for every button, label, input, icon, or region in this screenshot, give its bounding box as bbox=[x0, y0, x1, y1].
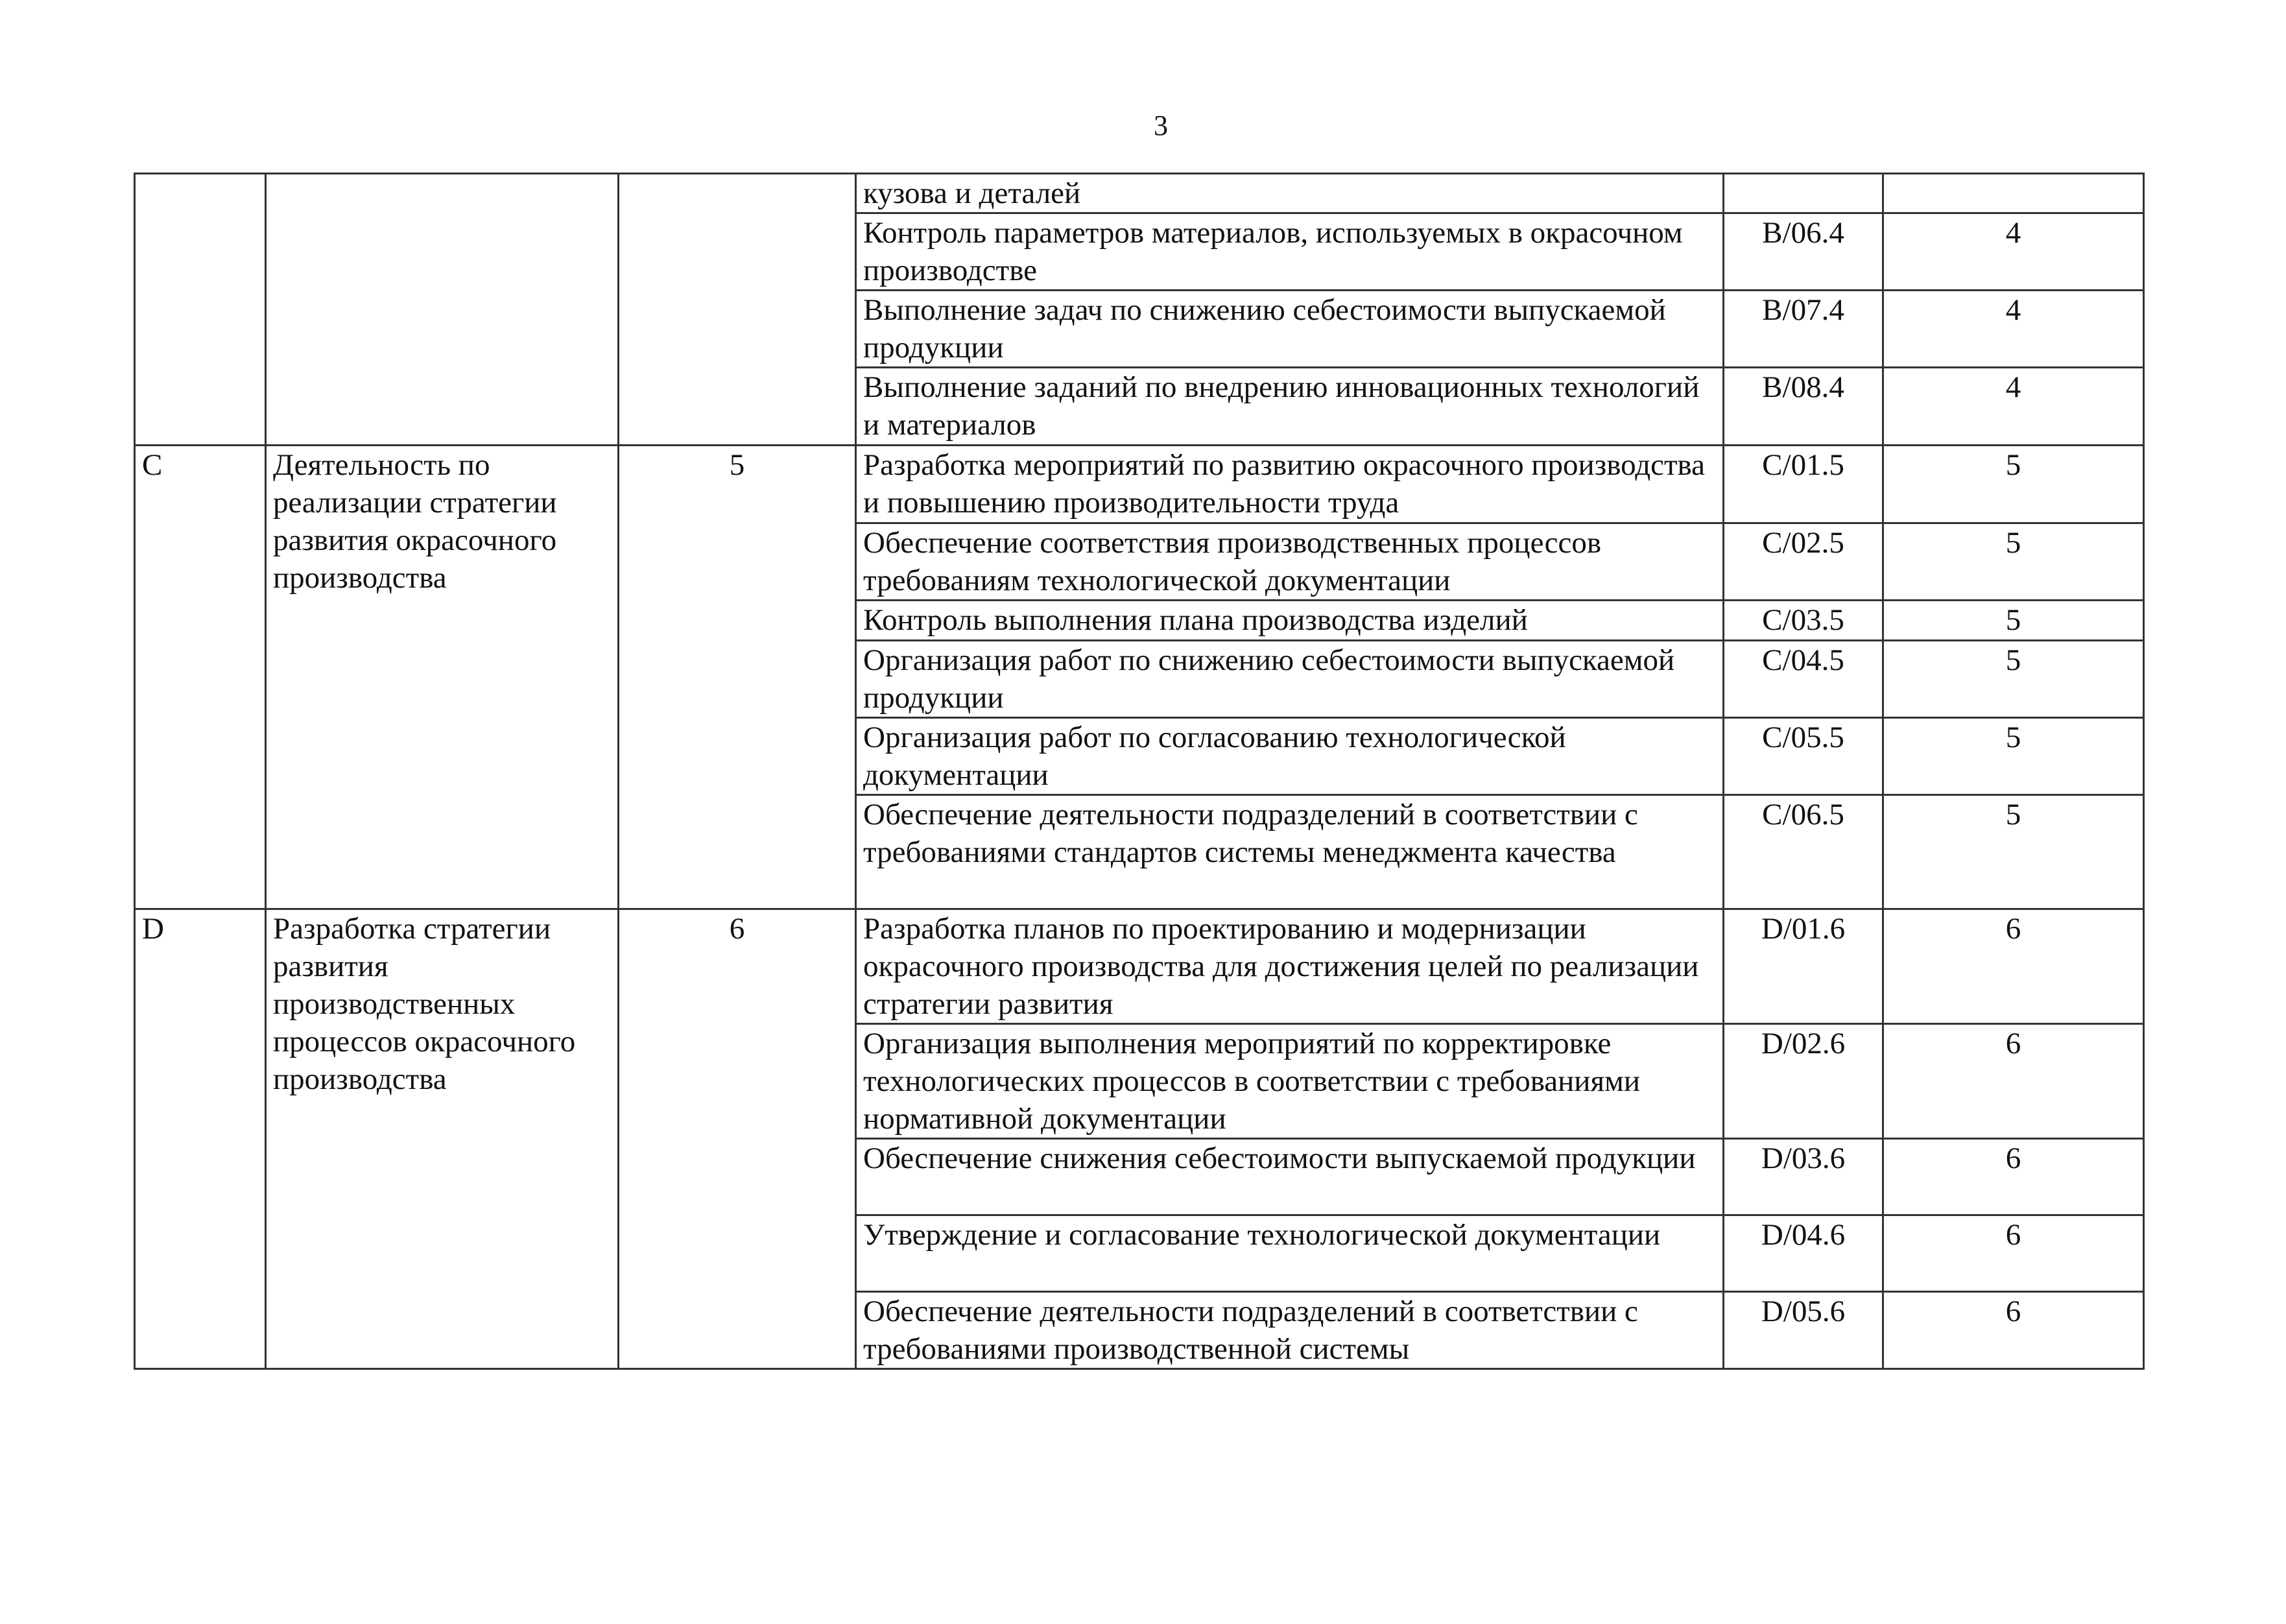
labor-function-code: C/02.5 bbox=[1724, 523, 1883, 601]
labor-function-code: C/06.5 bbox=[1724, 795, 1883, 909]
labor-function-code: D/03.6 bbox=[1724, 1139, 1883, 1215]
labor-function-level: 5 bbox=[1883, 641, 2144, 718]
labor-function-level: 4 bbox=[1883, 213, 2144, 291]
labor-function-code: D/02.6 bbox=[1724, 1024, 1883, 1139]
generalized-function-name: Разработка стратегии развития производственных процессов окрасочного производства bbox=[266, 909, 619, 1369]
labor-function-code: D/05.6 bbox=[1724, 1292, 1883, 1369]
labor-function-name: Обеспечение деятельности подразделений в соответствии с требованиями производственной системы bbox=[856, 1292, 1724, 1369]
generalized-function-code bbox=[135, 174, 266, 446]
labor-function-level: 6 bbox=[1883, 909, 2144, 1024]
table-row bbox=[135, 446, 2144, 523]
labor-function-name: Разработка мероприятий по развитию окрасочного производства и повышению производительности труда bbox=[856, 446, 1724, 523]
labor-function-code: B/06.4 bbox=[1724, 213, 1883, 291]
generalized-function-code: C bbox=[135, 446, 266, 909]
labor-function-code: D/04.6 bbox=[1724, 1215, 1883, 1292]
labor-function-name: Обеспечение снижения себестоимости выпускаемой продукции bbox=[856, 1139, 1724, 1215]
table-row bbox=[135, 174, 2144, 213]
qualification-level: 5 bbox=[619, 446, 856, 909]
labor-function-level: 6 bbox=[1883, 1292, 2144, 1369]
labor-function-level: 6 bbox=[1883, 1139, 2144, 1215]
qualification-level: 6 bbox=[619, 909, 856, 1369]
labor-function-level: 5 bbox=[1883, 601, 2144, 641]
labor-functions-table bbox=[134, 173, 2145, 1370]
labor-function-level: 4 bbox=[1883, 368, 2144, 446]
labor-function-code: B/07.4 bbox=[1724, 291, 1883, 368]
labor-function-level: 5 bbox=[1883, 718, 2144, 795]
page-number: 3 bbox=[1154, 110, 1168, 141]
labor-function-level: 5 bbox=[1883, 446, 2144, 523]
generalized-function-code: D bbox=[135, 909, 266, 1369]
labor-function-name: Разработка планов по проектированию и модернизации окрасочного производства для достижения целей по реализации стратегии развития bbox=[856, 909, 1724, 1024]
labor-function-name: Контроль параметров материалов, используемых в окрасочном производстве bbox=[856, 213, 1724, 291]
labor-function-name: Выполнение задач по снижению себестоимости выпускаемой продукции bbox=[856, 291, 1724, 368]
labor-function-name: Выполнение заданий по внедрению инновационных технологий и материалов bbox=[856, 368, 1724, 446]
labor-function-level: 4 bbox=[1883, 291, 2144, 368]
labor-function-name: Организация выполнения мероприятий по корректировке технологических процессов в соответствии с требованиями нормативной документации bbox=[856, 1024, 1724, 1139]
labor-function-name: Утверждение и согласование технологической документации bbox=[856, 1215, 1724, 1292]
labor-function-code: C/01.5 bbox=[1724, 446, 1883, 523]
qualification-level bbox=[619, 174, 856, 446]
labor-function-level: 6 bbox=[1883, 1215, 2144, 1292]
table-row bbox=[135, 909, 2144, 1024]
labor-function-code: D/01.6 bbox=[1724, 909, 1883, 1024]
generalized-function-name bbox=[266, 174, 619, 446]
labor-function-code: C/03.5 bbox=[1724, 601, 1883, 641]
labor-function-level bbox=[1883, 174, 2144, 213]
labor-function-name: Контроль выполнения плана производства изделий bbox=[856, 601, 1724, 641]
labor-function-level: 6 bbox=[1883, 1024, 2144, 1139]
labor-function-level: 5 bbox=[1883, 523, 2144, 601]
labor-function-level: 5 bbox=[1883, 795, 2144, 909]
labor-function-code: C/05.5 bbox=[1724, 718, 1883, 795]
labor-function-code: C/04.5 bbox=[1724, 641, 1883, 718]
labor-function-code bbox=[1724, 174, 1883, 213]
labor-function-name: Организация работ по снижению себестоимости выпускаемой продукции bbox=[856, 641, 1724, 718]
generalized-function-name: Деятельность по реализации стратегии развития окрасочного производства bbox=[266, 446, 619, 909]
labor-function-name: кузова и деталей bbox=[856, 174, 1724, 213]
labor-function-code: B/08.4 bbox=[1724, 368, 1883, 446]
labor-function-name: Обеспечение соответствия производственных процессов требованиям технологической документации bbox=[856, 523, 1724, 601]
labor-function-name: Обеспечение деятельности подразделений в соответствии с требованиями стандартов системы менеджмента качества bbox=[856, 795, 1724, 909]
labor-function-name: Организация работ по согласованию технологической документации bbox=[856, 718, 1724, 795]
